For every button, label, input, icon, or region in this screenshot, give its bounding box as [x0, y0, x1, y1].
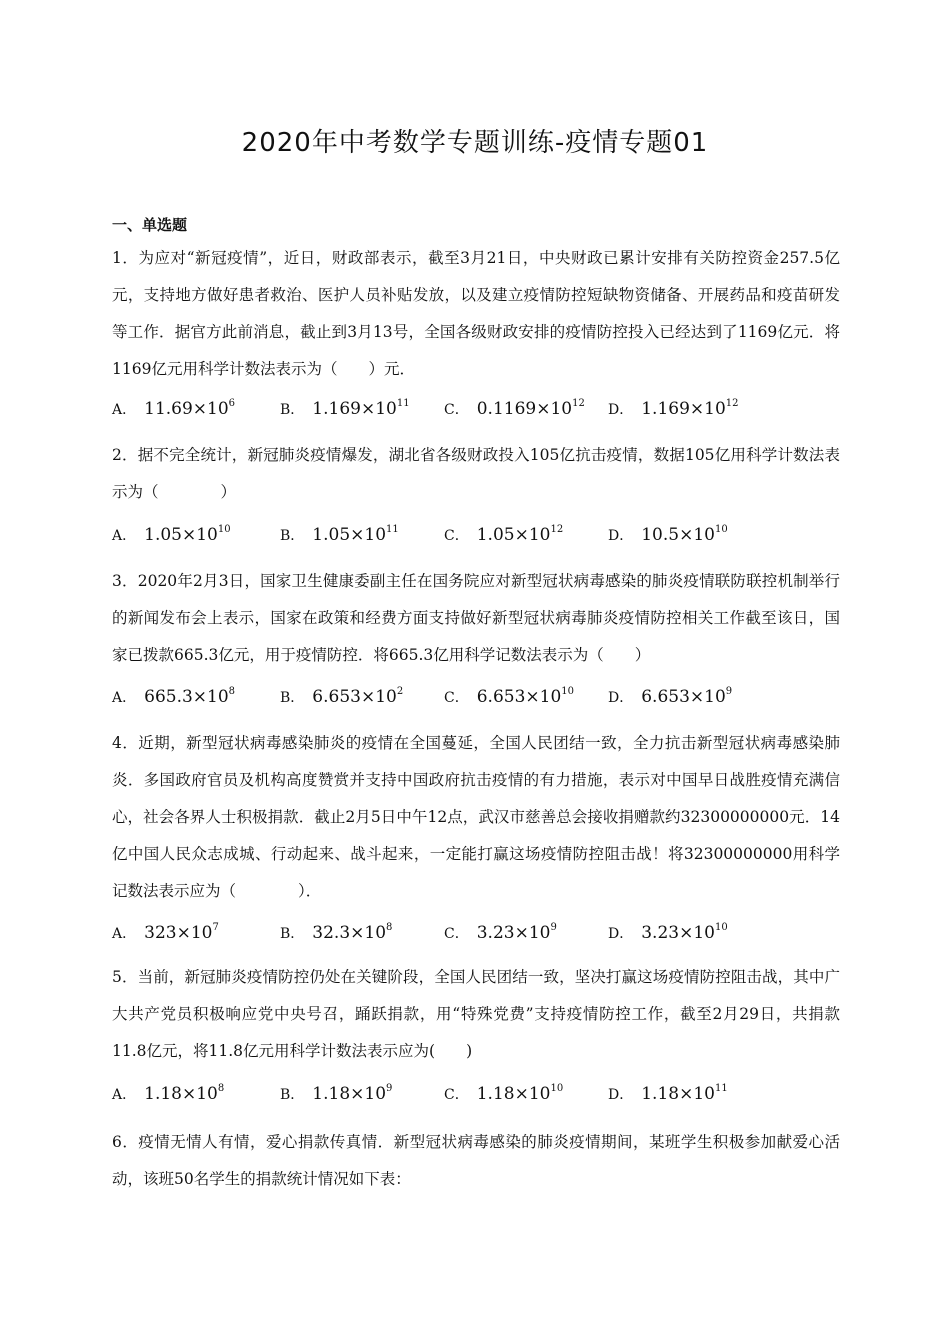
option-a: A． $11.69\times 10^6$: [112, 398, 236, 419]
question-2-text: 2．据不完全统计，新冠肺炎疫情爆发，湖北省各级财政投入105亿抗击疫情，数据105亿用科学计数法表示为（ ）: [112, 446, 840, 501]
option-d: D． $3.23\times 10^{10}$: [608, 922, 728, 943]
question-4-text: 4．近期，新型冠状病毒感染肺炎的疫情在全国蔓延，全国人民团结一致，全力抗击新型冠状病毒感染肺炎．多国政府官员及机构高度赞赏并支持中国政府抗击疫情的有力措施，表示对中国早日战胜疫情充满信心，社会各界人士积极捐款．截止2月5日中午12点，武汉市慈善总会接收捐赠款约32300000000元．14亿中国人民众志成城、行动起来、战斗起来，一定能打赢这场疫情防控阻击战！将32300000000用科学记数法表示应为（ ）．: [112, 734, 840, 900]
question-5-options: [112, 1083, 840, 1113]
option-c: C． $1.05\times 10^{12}$: [444, 524, 564, 545]
option-c: C． $3.23\times 10^9$: [444, 922, 557, 943]
section-heading: 一、单选题: [112, 216, 188, 234]
option-c: C． $1.18\times 10^{10}$: [444, 1083, 564, 1104]
page-title: 2020年中考数学专题训练-疫情专题01: [241, 128, 709, 158]
option-a: A． $1.05\times 10^{10}$: [112, 524, 231, 545]
question-3-options: [112, 686, 840, 716]
option-a: A． $323\times 10^7$: [112, 922, 219, 943]
option-d: D． $6.653\times 10^9$: [608, 686, 733, 707]
option-d: D． $1.169\times 10^{12}$: [608, 398, 739, 419]
question-4-options: [112, 922, 840, 952]
option-b: B． $32.3\times 10^8$: [280, 922, 393, 943]
question-1-options: [112, 398, 840, 428]
option-b: B． $1.169\times 10^{11}$: [280, 398, 410, 419]
option-d: D． $1.18\times 10^{11}$: [608, 1083, 728, 1104]
question-2-options: [112, 524, 840, 554]
option-d: D． $10.5\times 10^{10}$: [608, 524, 728, 545]
question-6-text: 6．疫情无情人有情，爱心捐款传真情．新型冠状病毒感染的肺炎疫情期间，某班学生积极参加献爱心活动，该班50名学生的捐款统计情况如下表：: [112, 1133, 840, 1188]
question-1-text: 1．为应对“新冠疫情”，近日，财政部表示，截至3月21日，中央财政已累计安排有关防控资金257.5亿元，支持地方做好患者救治、医护人员补贴发放，以及建立疫情防控短缺物资储备、开展药品和疫苗研发等工作．据官方此前消息，截止到3月13号，全国各级财政安排的疫情防控投入已经达到了1169亿元．将1169亿元用科学计数法表示为（ ）元．: [112, 249, 840, 378]
option-c: C． $0.1169\times 10^{12}$: [444, 398, 585, 419]
option-c: C． $6.653\times 10^{10}$: [444, 686, 574, 707]
option-b: B． $1.18\times 10^9$: [280, 1083, 393, 1104]
option-b: B． $1.05\times 10^{11}$: [280, 524, 399, 545]
question-3-text: 3．2020年2月3日，国家卫生健康委副主任在国务院应对新型冠状病毒感染的肺炎疫情联防联控机制举行的新闻发布会上表示，国家在政策和经费方面支持做好新型冠状病毒肺炎疫情防控相关工作截至该日，国家已拨款665.3亿元，用于疫情防控．将665.3亿用科学记数法表示为（ ）: [112, 572, 840, 664]
option-a: A． $1.18\times 10^8$: [112, 1083, 225, 1104]
question-5-text: 5．当前，新冠肺炎疫情防控仍处在关键阶段，全国人民团结一致，坚决打赢这场疫情防控阻击战，其中广大共产党员积极响应党中央号召，踊跃捐款，用“特殊党费”支持疫情防控工作，截至2月29日，共捐款11.8亿元，将11.8亿元用科学计数法表示应为( ): [112, 968, 840, 1060]
option-b: B． $6.653\times 10^2$: [280, 686, 404, 707]
option-a: A． $665.3\times 10^8$: [112, 686, 236, 707]
